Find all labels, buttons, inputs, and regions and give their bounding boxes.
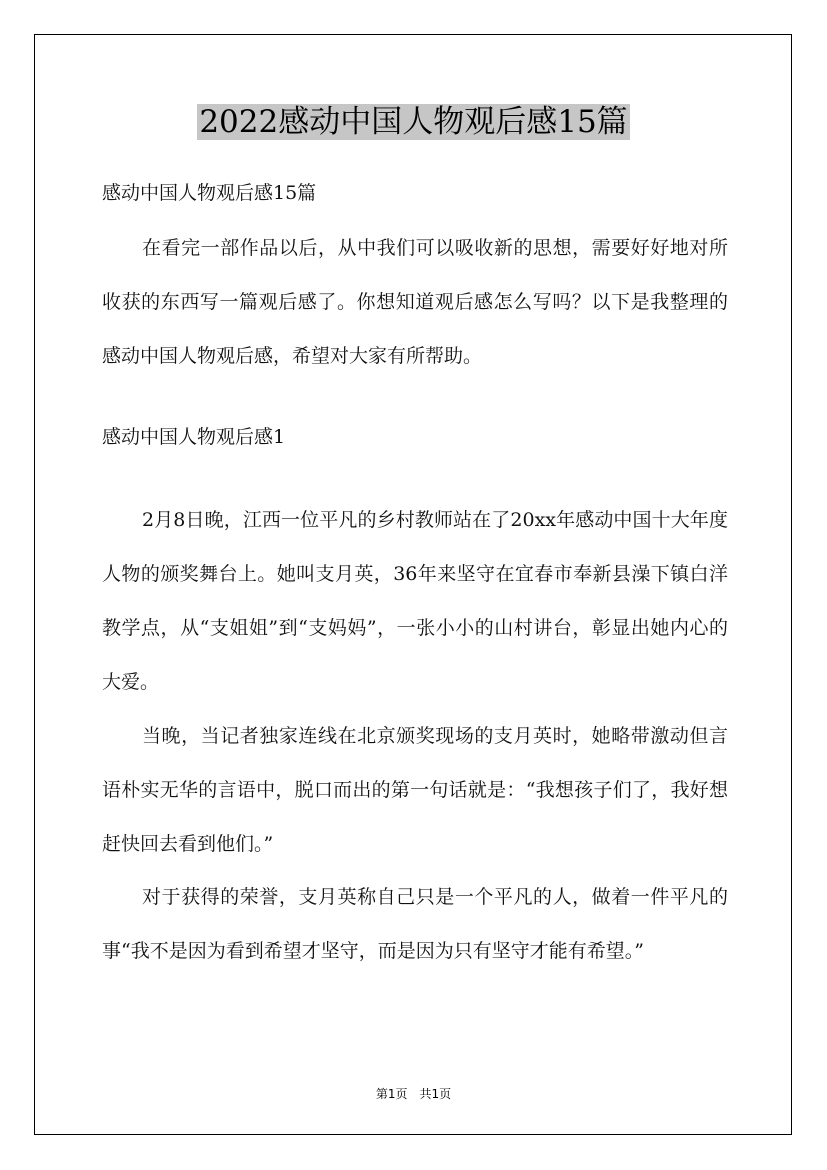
document-title [0, 98, 827, 146]
document-title-text: 2022感动中国人物观后感15篇 [199, 104, 628, 140]
subtitle: 感动中国人物观后感15篇 [102, 182, 317, 204]
section-heading: 感动中国人物观后感1 [102, 426, 286, 448]
body-paragraph-2: 当晚，当记者独家连线在北京颁奖现场的支月英时，她略带激动但言语朴实无华的言语中，脱口而出的第一句话就是：“我想孩子们了，我好想赶快回去看到他们。” [102, 725, 728, 855]
intro-paragraph: 在看完一部作品以后，从中我们可以吸收新的思想，需要好好地对所收获的东西写一篇观后感了。你想知道观后感怎么写吗？以下是我整理的感动中国人物观后感，希望对大家有所帮助。 [102, 237, 728, 367]
body-paragraph-3: 对于获得的荣誉，支月英称自己只是一个平凡的人，做着一件平凡的事“我不是因为看到希望才坚守，而是因为只有坚守才能有希望。” [102, 886, 728, 962]
page-footer: 第1页 共1页 [375, 1087, 452, 1101]
body-paragraph-1: 2月8日晚，江西一位平凡的乡村教师站在了20xx年感动中国十大年度人物的颁奖舞台上。她叫支月英，36年来坚守在宜春市奉新县澡下镇白洋教学点，从“支姐姐”到“支妈妈”，一张小小的山村讲台，彰显出她内心的大爱。 [102, 509, 728, 693]
